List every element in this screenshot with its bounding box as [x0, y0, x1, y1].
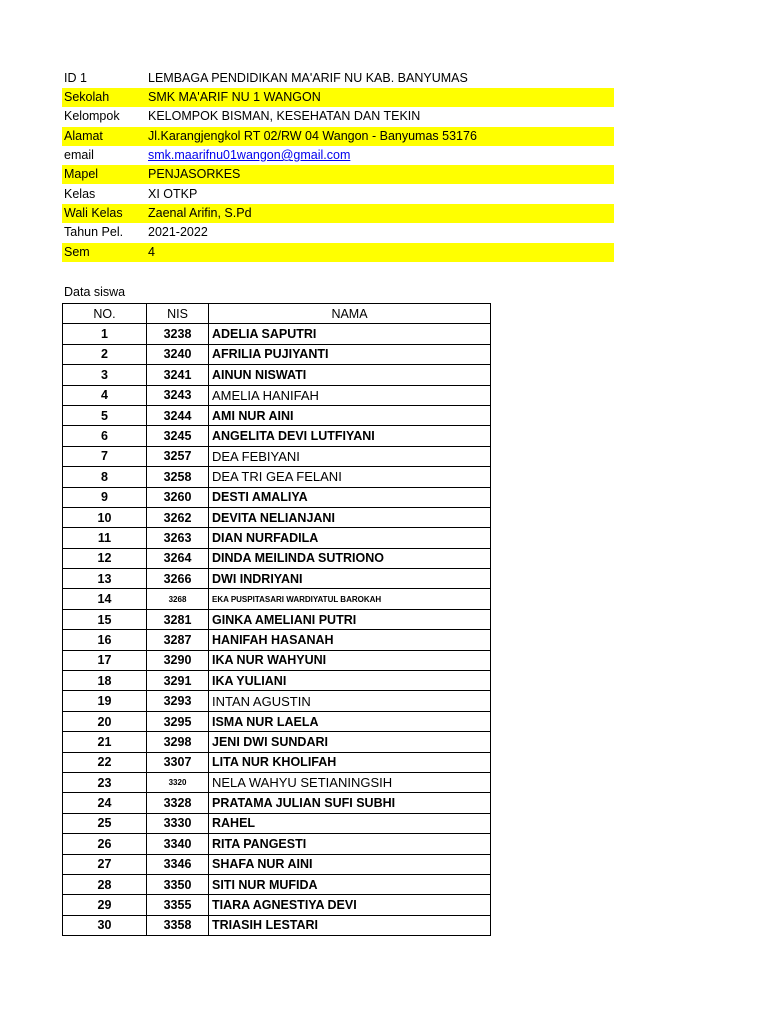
col-header-nis: NIS [147, 304, 209, 324]
table-row [63, 528, 491, 548]
info-row-wali-kelas [62, 204, 614, 223]
table-row [63, 671, 491, 691]
table-row [63, 874, 491, 894]
info-label: email [64, 148, 94, 162]
cell-nama: RITA PANGESTI [209, 834, 491, 854]
cell-nis: 3238 [147, 324, 209, 344]
cell-nama: AMELIA HANIFAH [209, 385, 491, 405]
table-row [63, 732, 491, 752]
cell-nama: RAHEL [209, 813, 491, 833]
cell-nis: 3287 [147, 630, 209, 650]
cell-nama: ADELIA SAPUTRI [209, 324, 491, 344]
cell-no: 23 [63, 772, 147, 792]
cell-nis: 3264 [147, 548, 209, 568]
table-row [63, 365, 491, 385]
info-row-kelas [62, 185, 614, 204]
cell-nis: 3262 [147, 507, 209, 527]
cell-nama: ISMA NUR LAELA [209, 711, 491, 731]
cell-nis: 3340 [147, 834, 209, 854]
table-row [63, 324, 491, 344]
cell-nis: 3358 [147, 915, 209, 935]
table-row [63, 772, 491, 792]
table-row [63, 793, 491, 813]
cell-nama: PRATAMA JULIAN SUFI SUBHI [209, 793, 491, 813]
table-row [63, 467, 491, 487]
cell-nama: DINDA MEILINDA SUTRIONO [209, 548, 491, 568]
cell-nis: 3240 [147, 344, 209, 364]
cell-nis: 3258 [147, 467, 209, 487]
table-row [63, 405, 491, 425]
col-header-no: NO. [63, 304, 147, 324]
cell-nis: 3328 [147, 793, 209, 813]
cell-nis: 3241 [147, 365, 209, 385]
table-row [63, 915, 491, 935]
cell-nis: 3346 [147, 854, 209, 874]
info-value: PENJASORKES [148, 167, 241, 181]
table-row [63, 344, 491, 364]
cell-nama: JENI DWI SUNDARI [209, 732, 491, 752]
cell-nama: IKA NUR WAHYUNI [209, 650, 491, 670]
cell-nama: AMI NUR AINI [209, 405, 491, 425]
cell-nis: 3243 [147, 385, 209, 405]
cell-nis: 3245 [147, 426, 209, 446]
cell-nama: TIARA AGNESTIYA DEVI [209, 895, 491, 915]
table-row [63, 711, 491, 731]
info-value: LEMBAGA PENDIDIKAN MA'ARIF NU KAB. BANYUMAS [148, 71, 468, 85]
table-row [63, 895, 491, 915]
cell-no: 17 [63, 650, 147, 670]
info-row-sekolah [62, 88, 614, 107]
info-value: 2021-2022 [148, 225, 208, 239]
cell-nis: 3330 [147, 813, 209, 833]
table-row [63, 487, 491, 507]
cell-nama: AFRILIA PUJIYANTI [209, 344, 491, 364]
cell-nama: GINKA AMELIANI PUTRI [209, 609, 491, 629]
cell-no: 20 [63, 711, 147, 731]
cell-nama: ANGELITA DEVI LUTFIYANI [209, 426, 491, 446]
info-row-kelompok [62, 107, 614, 126]
info-value: 4 [148, 245, 155, 259]
cell-nama: DEVITA NELIANJANI [209, 507, 491, 527]
cell-no: 28 [63, 874, 147, 894]
cell-nis: 3295 [147, 711, 209, 731]
cell-no: 18 [63, 671, 147, 691]
info-row-tahun [62, 223, 614, 242]
cell-no: 13 [63, 569, 147, 589]
cell-nis: 3290 [147, 650, 209, 670]
info-label: Sekolah [64, 90, 110, 104]
cell-no: 10 [63, 507, 147, 527]
cell-nis: 3268 [147, 589, 209, 609]
table-row [63, 385, 491, 405]
cell-no: 16 [63, 630, 147, 650]
cell-nis: 3307 [147, 752, 209, 772]
cell-nis: 3266 [147, 569, 209, 589]
cell-nama: SITI NUR MUFIDA [209, 874, 491, 894]
cell-nama: HANIFAH HASANAH [209, 630, 491, 650]
cell-nama: DWI INDRIYANI [209, 569, 491, 589]
cell-no: 21 [63, 732, 147, 752]
col-header-nama: NAMA [209, 304, 491, 324]
cell-nis: 3260 [147, 487, 209, 507]
cell-no: 3 [63, 365, 147, 385]
info-label: Kelas [64, 187, 96, 201]
info-row-mapel [62, 165, 614, 184]
table-row [63, 507, 491, 527]
cell-nis: 3257 [147, 446, 209, 466]
cell-no: 12 [63, 548, 147, 568]
table-row [63, 854, 491, 874]
table-row [63, 691, 491, 711]
cell-nis: 3355 [147, 895, 209, 915]
table-row [63, 426, 491, 446]
student-rows [63, 324, 491, 936]
cell-nis: 3244 [147, 405, 209, 425]
cell-nama: DESTI AMALIYA [209, 487, 491, 507]
table-row [63, 630, 491, 650]
info-row-alamat [62, 127, 614, 146]
email-link[interactable]: smk.maarifnu01wangon@gmail.com [148, 148, 351, 162]
cell-no: 30 [63, 915, 147, 935]
cell-no: 8 [63, 467, 147, 487]
cell-no: 27 [63, 854, 147, 874]
cell-no: 1 [63, 324, 147, 344]
info-label: Sem [64, 245, 90, 259]
cell-nama: DIAN NURFADILA [209, 528, 491, 548]
cell-nis: 3291 [147, 671, 209, 691]
info-row-id [62, 69, 614, 88]
info-label: Mapel [64, 167, 99, 181]
cell-nis: 3281 [147, 609, 209, 629]
cell-no: 2 [63, 344, 147, 364]
info-row-sem [62, 243, 614, 262]
cell-nama: INTAN AGUSTIN [209, 691, 491, 711]
cell-no: 24 [63, 793, 147, 813]
table-row [63, 446, 491, 466]
table-row [63, 752, 491, 772]
cell-nis: 3263 [147, 528, 209, 548]
table-row [63, 834, 491, 854]
data-siswa-title: Data siswa [64, 285, 126, 299]
info-value: SMK MA'ARIF NU 1 WANGON [148, 90, 321, 104]
cell-nis: 3293 [147, 691, 209, 711]
info-value: Jl.Karangjengkol RT 02/RW 04 Wangon - Banyumas 53176 [148, 129, 477, 143]
cell-nis: 3320 [147, 772, 209, 792]
cell-no: 14 [63, 589, 147, 609]
table-row [63, 569, 491, 589]
cell-no: 26 [63, 834, 147, 854]
cell-no: 7 [63, 446, 147, 466]
cell-nama: DEA TRI GEA FELANI [209, 467, 491, 487]
info-value: Zaenal Arifin, S.Pd [148, 206, 252, 220]
cell-nis: 3350 [147, 874, 209, 894]
cell-no: 19 [63, 691, 147, 711]
table-row [63, 548, 491, 568]
info-label: Alamat [64, 129, 103, 143]
info-row-email [62, 146, 614, 165]
table-row [63, 813, 491, 833]
info-label: Wali Kelas [64, 206, 123, 220]
info-value: XI OTKP [148, 187, 198, 201]
cell-no: 29 [63, 895, 147, 915]
cell-no: 22 [63, 752, 147, 772]
cell-nis: 3298 [147, 732, 209, 752]
info-label: Tahun Pel. [64, 225, 124, 239]
cell-no: 15 [63, 609, 147, 629]
cell-nama: AINUN NISWATI [209, 365, 491, 385]
cell-nama: LITA NUR KHOLIFAH [209, 752, 491, 772]
info-value: KELOMPOK BISMAN, KESEHATAN DAN TEKIN [148, 109, 421, 123]
cell-no: 4 [63, 385, 147, 405]
table-header-row [63, 304, 491, 324]
cell-nama: SHAFA NUR AINI [209, 854, 491, 874]
table-row [63, 609, 491, 629]
table-row [63, 589, 491, 609]
cell-nama: TRIASIH LESTARI [209, 915, 491, 935]
cell-nama: NELA WAHYU SETIANINGSIH [209, 772, 491, 792]
student-table [62, 303, 491, 936]
cell-nama: DEA FEBIYANI [209, 446, 491, 466]
cell-no: 6 [63, 426, 147, 446]
table-row [63, 650, 491, 670]
cell-nama: IKA YULIANI [209, 671, 491, 691]
cell-no: 25 [63, 813, 147, 833]
cell-no: 9 [63, 487, 147, 507]
cell-no: 11 [63, 528, 147, 548]
cell-nama: EKA PUSPITASARI WARDIYATUL BAROKAH [209, 589, 491, 609]
cell-no: 5 [63, 405, 147, 425]
info-label: ID 1 [64, 71, 87, 85]
info-label: Kelompok [64, 109, 120, 123]
